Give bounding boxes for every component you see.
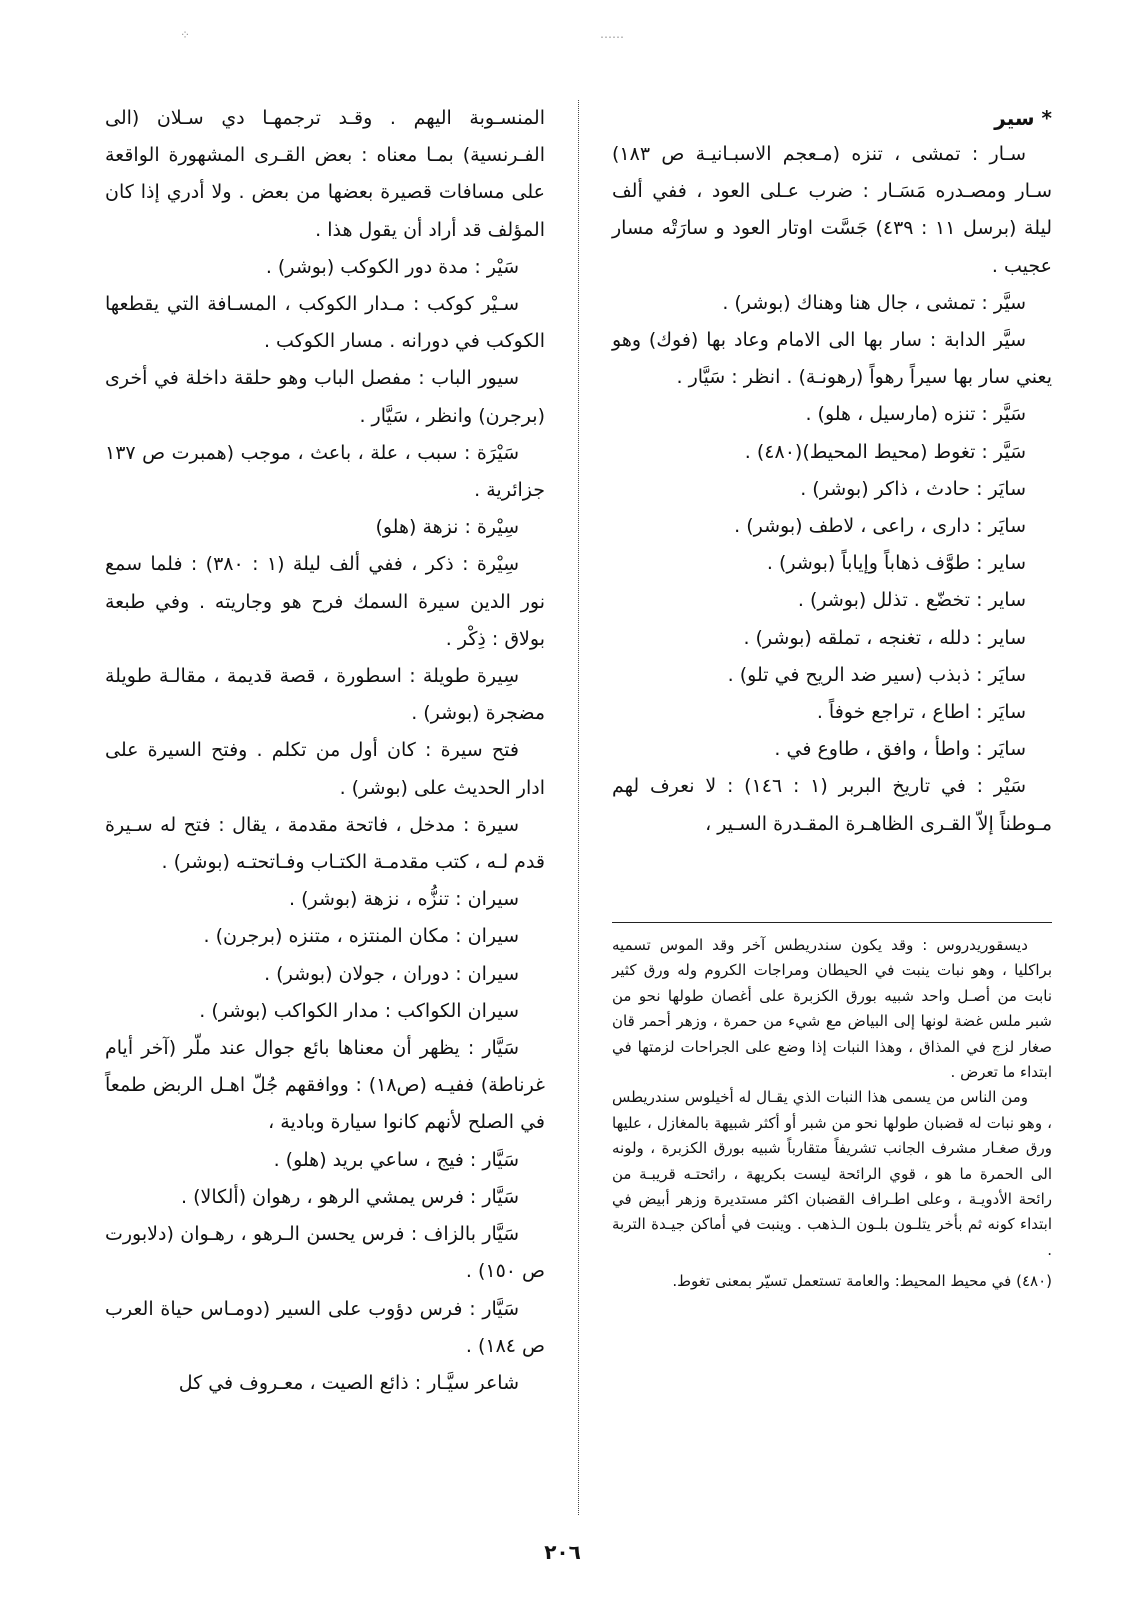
dictionary-entry: سيران : مكان المنتزه ، متنزه (برجرن) . [203,925,519,948]
dictionary-entry: سيران : تنزُّه ، نزهة (بوشر) . [289,888,519,911]
footnote-480: (٤٨٠) في محيط المحيط: والعامة تستعمل تسيّر بمعنى تغوط. [672,1272,1052,1291]
dictionary-entry: سيَّر الدابة : سار بها الى الامام وعاد بها (فوك) وهو يعني سار بها سيراً رهواً (رهونـة) . انظر : سَيَّار . [612,329,1052,389]
dictionary-entry: ساير : طوَّف ذهاباً وإياباً (بوشر) . [766,552,1026,575]
dictionary-entry: سَيَّار بالزاف : فرس يحسن الـرهو ، رهـوان (دلابورت ص ١٥٠) . [105,1223,545,1283]
dictionary-entry: سَيْر : مدة دور الكوكب (بوشر) . [265,255,519,278]
footnotes-section [612,922,1052,1294]
entry-heading: * سير [994,106,1052,130]
footnote-rule [612,922,1052,923]
dictionary-entry: سَيَّار : يظهر أن معناها بائع جوال عند ملّر (آخر أيام غرناطة) ففيـه (ص١٨) : ووافقهم جُلّ اهـل الربض طمعاً في الصلح لأنهم كانوا سيارة وبادية ، [105,1037,545,1134]
dictionary-entry: سَيَّر : تغوط (محيط المحيط)(٤٨٠) . [744,440,1026,463]
dictionary-entry: ساير : دلله ، تغنجه ، تملقه (بوشر) . [743,626,1026,649]
left-column [105,100,545,1402]
dictionary-entry: سايَر : اطاع ، تراجع خوفاً . [816,701,1026,724]
dictionary-entry: سيور الباب : مفصل الباب وهو حلقة داخلة في أخرى (برجرن) وانظر ، سَيَّار . [105,367,545,427]
dictionary-entry: سايَر : حادث ، ذاكر (بوشر) . [800,477,1026,500]
dictionary-entry: سَيْر : في تاريخ البربر (١ : ١٤٦) : لا نعرف لهم مـوطناً إلاّ القـرى الظاهـرة المقـدرة السـير ، [612,775,1052,835]
dictionary-entry: سيران : دوران ، جولان (بوشر) . [264,962,519,985]
dictionary-entry: سايَر : ذبذب (سير ضد الريح في تلو) . [727,663,1026,686]
note-paragraph: ديسقوريدروس : وقد يكون سندريطس آخر وقد الموس تسميه براكليا ، وهو نبات ينبت في الحيطان ومراجات الكروم وله ورق كثير نابت من أصـل واحد شبيه بورق الكزبرة على أغصان طولها نحو من شبر ملس غضة لونها إلى البياض مع شيء من حمرة ، وزهر أحمر قان صغار لزج في المذاق ، وهذا النبات إذا وضع على الجراحات لزمتها في ابتداء ما تعرض . [612,936,1052,1082]
column-divider [578,100,579,1515]
right-column [612,100,1052,843]
dictionary-entry: سِيرة طويلة : اسطورة ، قصة قديمة ، مقالـة طويلة مضجرة (بوشر) . [105,665,545,725]
note-paragraph: ومن الناس من يسمى هذا النبات الذي يقـال له أخيلوس سندريطس ، وهو نبات له قضبان طولها نحو من شبر أو أكثر شبيهة بالمغازل ، عليها ورق صغـار مشرف الجانب تشريفاً متقارباً شبيه بورق الكزبرة ، ولونه الى الحمرة ما هو ، قوي الرائحة ليست بكريهة ، رائحتـه قريبـة من رائحة الأدويـة ، وعلى اطـراف القضبان اكثر مستديرة وزهر أبيض في ابتداء كونه ثم بأخر يتلـون بلـون الـذهب . وينبت في أماكن جيـدة التربة . [612,1088,1052,1259]
dictionary-entry: سـار : تمشى ، تنزه (مـعجم الاسبـانيـة ص ١٨٣) سـار ومصـدره مَسَـار : ضرب عـلى العود ، ففي ألف ليلة (برسل ١١ : ٤٣٩) جَسَّت اوتار العود و سارَتْه مسار عجيب . [612,143,1053,277]
dictionary-entry: سَيْرَة : سبب ، علة ، باعث ، موجب (همبرت ص ١٣٧ جزائرية . [105,441,545,502]
dictionary-entry: شاعر سيَّـار : ذائع الصيت ، معـروف في كل [178,1371,519,1394]
scan-speck: ⁘ [180,28,191,42]
dictionary-entry: سَيَّار : فرس يمشي الرهو ، رهوان (ألكالا) . [181,1185,519,1208]
dictionary-entry: سيَّر : تمشى ، جال هنا وهناك (بوشر) . [722,291,1026,314]
dictionary-entry: المنسـوبة اليهم . وقـد ترجمهـا دي سـلان (الى الفـرنسية) بمـا معناه : بعض القـرى المشهورة الواقعة على مسافات قصيرة بعضها من بعض . ولا أدري إذا كان المؤلف قد أراد أن يقول هذا . [105,107,545,241]
dictionary-entry: سِيْرة : نزهة (هلو) [375,516,519,539]
dictionary-entry: سيران الكواكب : مدار الكواكب (بوشر) . [199,999,519,1022]
dictionary-entry: سَيَّر : تنزه (مارسيل ، هلو) . [805,403,1026,426]
dictionary-entry: سايَر : دارى ، راعى ، لاطف (بوشر) . [734,515,1026,538]
dictionary-entry: سـيْر كوكب : مـدار الكوكب ، المسـافة التي يقطعها الكوكب في دورانه . مسار الكوكب . [105,293,545,353]
page-number: ٢٠٦ [544,1540,581,1564]
dictionary-entry: سِيْرة : ذكر ، ففي ألف ليلة (١ : ٣٨٠) : فلما سمع نور الدين سيرة السمك فرح هو وجاريته . وفي طبعة بولاق : ذِكْر . [105,553,545,650]
dictionary-entry: ساير : تخضّع . تذلل (بوشر) . [797,589,1026,612]
dictionary-entry: سَيَّار : فرس دؤوب على السير (دومـاس حياة العرب ص ١٨٤) . [105,1297,545,1357]
dictionary-entry: سَيَّار : فيج ، ساعي بريد (هلو) . [273,1148,519,1171]
scan-speck: ⋯⋯ [600,30,624,44]
dictionary-entry: فتح سيرة : كان أول من تكلم . وفتح السيرة على ادار الحديث على (بوشر) . [105,739,545,799]
dictionary-entry: سيرة : مدخل ، فاتحة مقدمة ، يقال : فتح له سـيرة قدم لـه ، كتب مقدمـة الكتـاب وفـاتحتـه (بوشر) . [105,813,545,874]
dictionary-entry: سايَر : واطأ ، وافق ، طاوع في . [774,738,1026,761]
